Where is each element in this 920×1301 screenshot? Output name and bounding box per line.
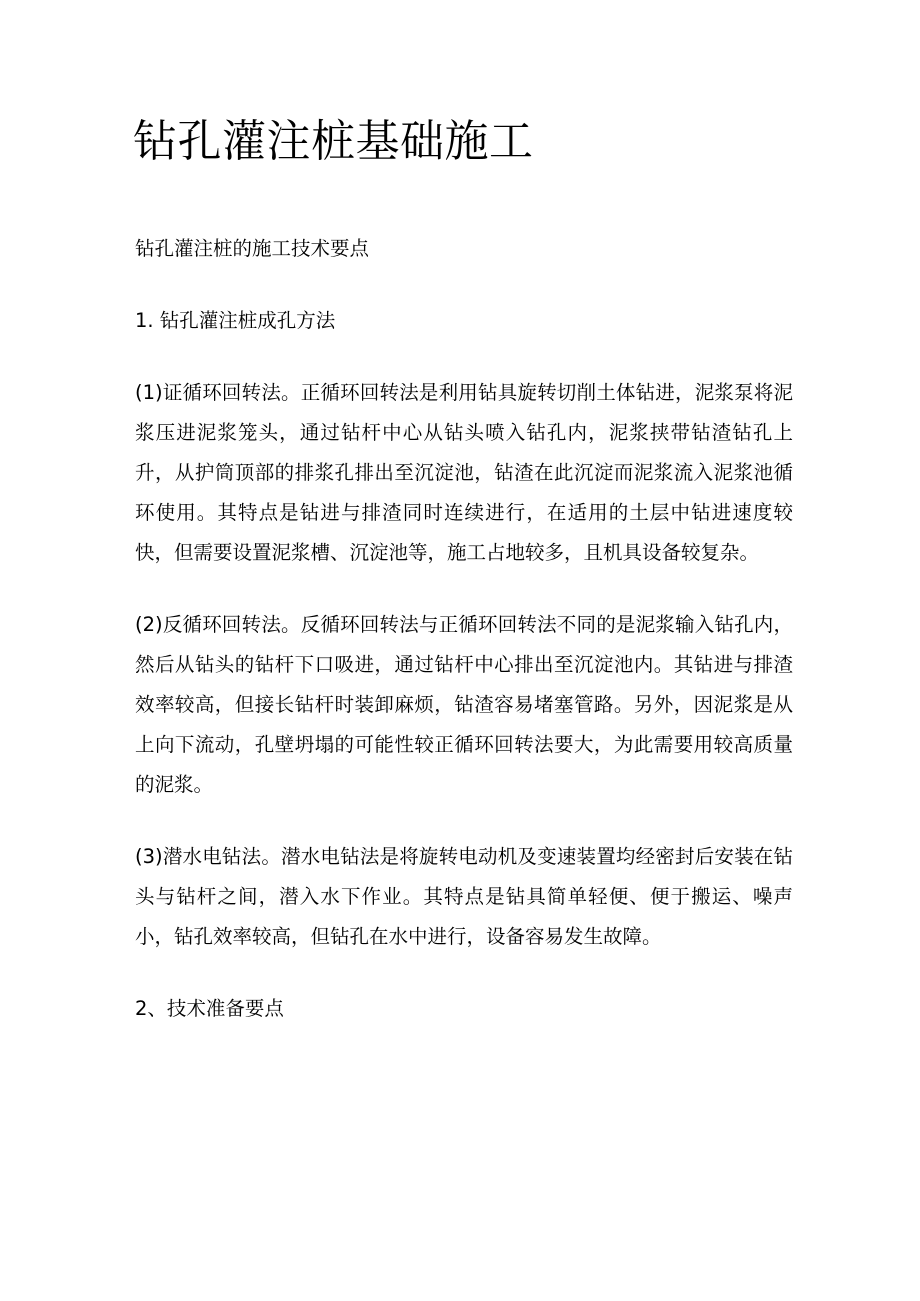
paragraph-submersible-drill: (3)潜水电钻法。潜水电钻法是将旋转电动机及变速装置均经密封后安装在钻头与钻杆之间，潜入水下作业。其特点是钻具简单轻便、便于搬运、噪声小，钻孔效率较高，但钻孔在水中进行，设备容易发生故障。: [135, 845, 793, 948]
paragraph-forward-circulation: (1)证循环回转法。正循环回转法是利用钻具旋转切削土体钻进，泥浆泵将泥浆压进泥浆笼头，通过钻杆中心从钻头喷入钻孔内，泥浆挟带钻渣钻孔上升，从护筒顶部的排浆孔排出至沉淀池，钻渣在此沉淀而泥浆流入泥浆池循环使用。其特点是钻进与排渣同时连续进行，在适用的土层中钻进速度较快，但需要设置泥浆槽、沉淀池等，施工占地较多，且机具设备较复杂。: [135, 381, 793, 564]
document-title: 钻孔灌注桩基础施工: [133, 116, 534, 167]
document-subtitle: 钻孔灌注桩的施工技术要点: [135, 237, 370, 260]
paragraph-reverse-circulation: (2)反循环回转法。反循环回转法与正循环回转法不同的是泥浆输入钻孔内，然后从钻头的钻杆下口吸进，通过钻杆中心排出至沉淀池内。其钻进与排渣效率较高，但接长钻杆时装卸麻烦，钻渣容易堵塞管路。另外，因泥浆是从上向下流动，孔壁坍塌的可能性较正循环回转法要大，为此需要用较高质量的泥浆。: [135, 613, 793, 796]
section-heading-2: 2、技术准备要点: [135, 997, 284, 1020]
document-body: [135, 229, 793, 1061]
section-heading-1: 1. 钻孔灌注桩成孔方法: [135, 309, 336, 332]
